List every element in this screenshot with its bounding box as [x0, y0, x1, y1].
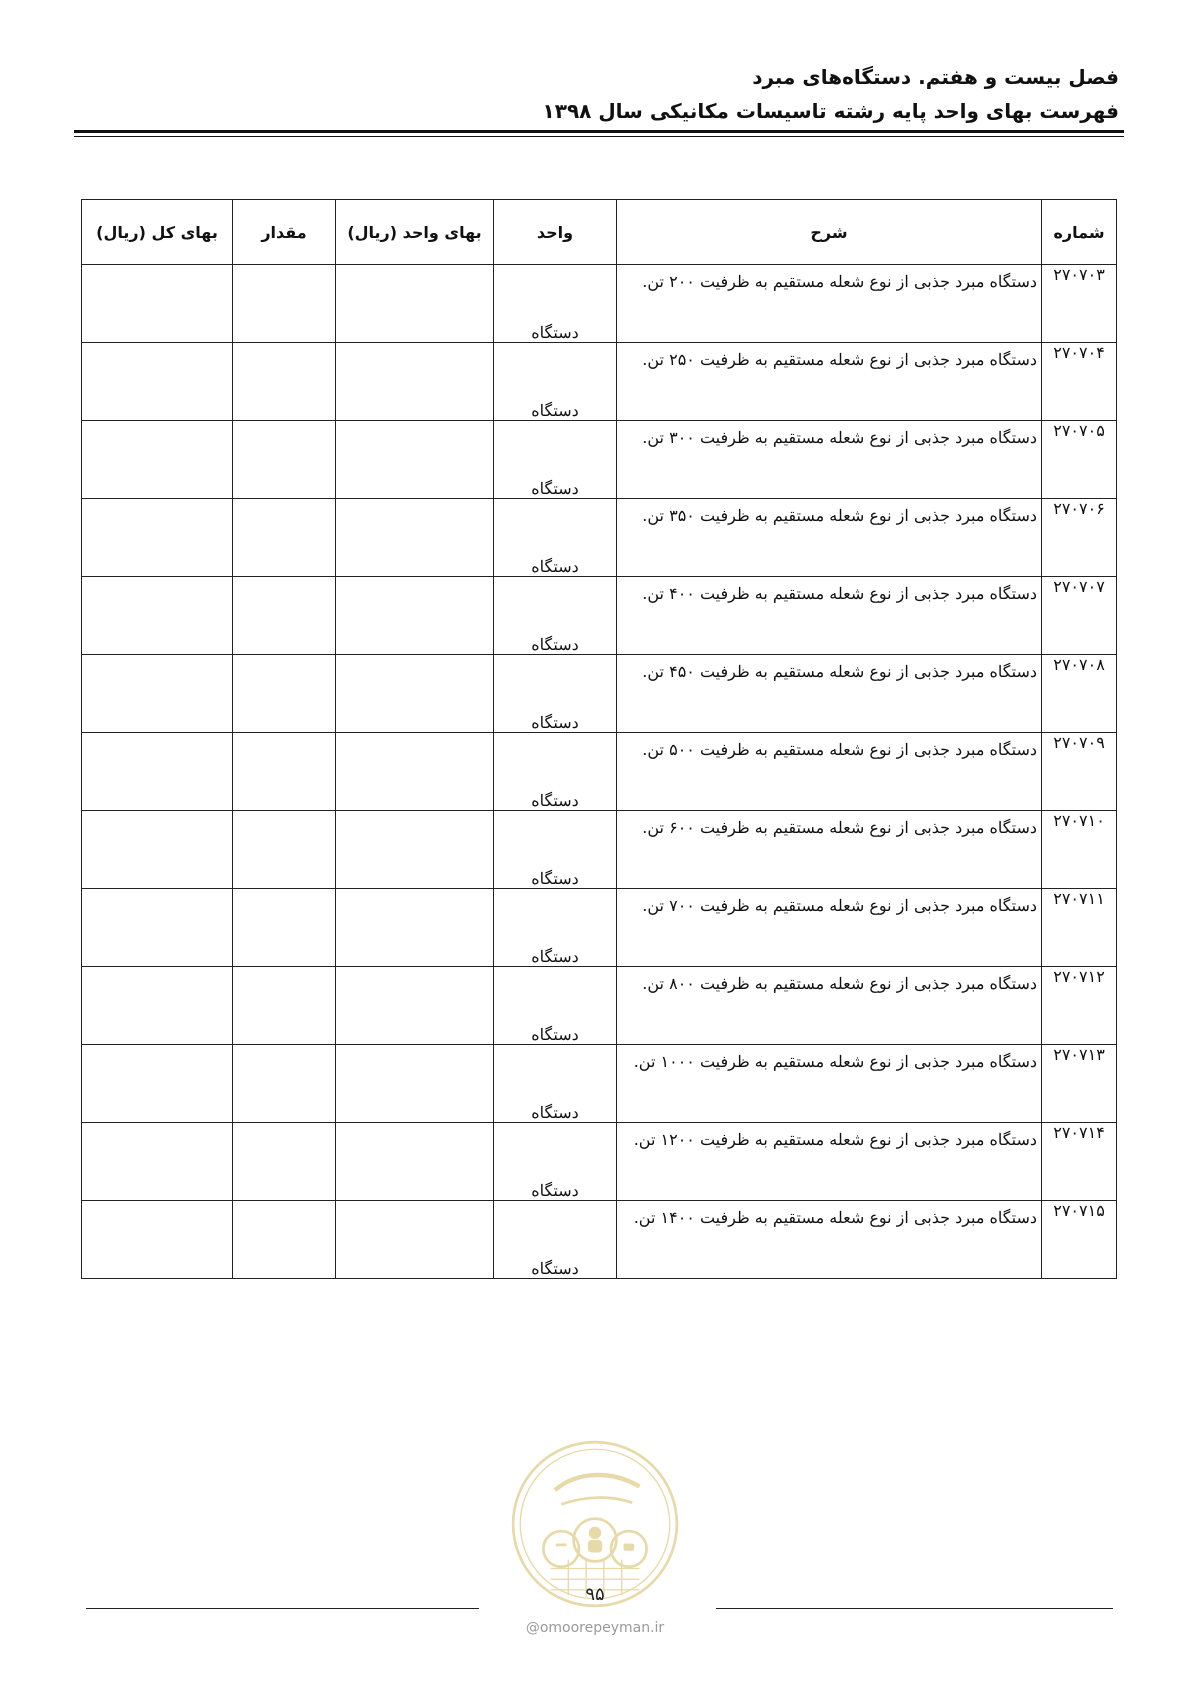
footer-rule-right [716, 1608, 1113, 1609]
cell-code: ۲۷۰۷۰۷ [1042, 577, 1117, 655]
cell-unit-price [336, 1123, 494, 1201]
cell-total-price [82, 967, 233, 1045]
table-row [82, 889, 1117, 967]
column-header-description: شرح [617, 200, 1042, 265]
footer-rule-left [86, 1608, 479, 1609]
cell-total-price [82, 265, 233, 343]
cell-code: ۲۷۰۷۰۳ [1042, 265, 1117, 343]
cell-unit: دستگاه [494, 265, 617, 343]
cell-quantity [233, 1045, 336, 1123]
cell-unit: دستگاه [494, 967, 617, 1045]
cell-quantity [233, 655, 336, 733]
cell-unit: دستگاه [494, 421, 617, 499]
cell-description: دستگاه مبرد جذبی از نوع شعله مستقیم به ظرفیت ۵۰۰ تن. [617, 733, 1042, 811]
cell-description: دستگاه مبرد جذبی از نوع شعله مستقیم به ظرفیت ۴۵۰ تن. [617, 655, 1042, 733]
cell-total-price [82, 1123, 233, 1201]
cell-total-price [82, 889, 233, 967]
cell-quantity [233, 733, 336, 811]
cell-unit-price [336, 733, 494, 811]
cell-unit-price [336, 499, 494, 577]
cell-quantity [233, 967, 336, 1045]
cell-unit-price [336, 421, 494, 499]
cell-code: ۲۷۰۷۰۵ [1042, 421, 1117, 499]
table-row [82, 265, 1117, 343]
site-credit: @omoorepeyman.ir [525, 1620, 665, 1636]
cell-description: دستگاه مبرد جذبی از نوع شعله مستقیم به ظرفیت ۳۰۰ تن. [617, 421, 1042, 499]
table-header-row [82, 200, 1117, 265]
table-row [82, 577, 1117, 655]
cell-quantity [233, 265, 336, 343]
cell-code: ۲۷۰۷۰۹ [1042, 733, 1117, 811]
column-header-unit: واحد [494, 200, 617, 265]
cell-unit-price [336, 967, 494, 1045]
cell-unit: دستگاه [494, 499, 617, 577]
cell-unit: دستگاه [494, 811, 617, 889]
table-body [82, 265, 1117, 1279]
cell-quantity [233, 577, 336, 655]
cell-quantity [233, 421, 336, 499]
chapter-title: فصل بیست و هفتم. دستگاه‌های مبرد [752, 65, 1119, 89]
table-row [82, 1045, 1117, 1123]
column-header-unit-price: بهای واحد (ریال) [336, 200, 494, 265]
cell-total-price [82, 1201, 233, 1279]
cell-total-price [82, 421, 233, 499]
table-row [82, 499, 1117, 577]
cell-unit-price [336, 655, 494, 733]
cell-description: دستگاه مبرد جذبی از نوع شعله مستقیم به ظرفیت ۲۰۰ تن. [617, 265, 1042, 343]
cell-total-price [82, 1045, 233, 1123]
cell-total-price [82, 733, 233, 811]
table-row [82, 1123, 1117, 1201]
header-rule-thin [74, 136, 1124, 137]
cell-unit: دستگاه [494, 1123, 617, 1201]
cell-quantity [233, 1201, 336, 1279]
cell-code: ۲۷۰۷۰۴ [1042, 343, 1117, 421]
cell-unit: دستگاه [494, 733, 617, 811]
cell-unit: دستگاه [494, 889, 617, 967]
document-subtitle: فهرست بهای واحد پایه رشته تاسیسات مکانیکی سال ۱۳۹۸ [542, 99, 1119, 123]
column-header-total-price: بهای کل (ریال) [82, 200, 233, 265]
cell-unit: دستگاه [494, 577, 617, 655]
cell-unit-price [336, 265, 494, 343]
cell-unit-price [336, 1045, 494, 1123]
page-number: ۹۵ [585, 1584, 605, 1605]
column-header-code: شماره [1042, 200, 1117, 265]
cell-total-price [82, 811, 233, 889]
cell-unit: دستگاه [494, 1045, 617, 1123]
cell-description: دستگاه مبرد جذبی از نوع شعله مستقیم به ظرفیت ۶۰۰ تن. [617, 811, 1042, 889]
cell-description: دستگاه مبرد جذبی از نوع شعله مستقیم به ظرفیت ۱۴۰۰ تن. [617, 1201, 1042, 1279]
cell-code: ۲۷۰۷۱۴ [1042, 1123, 1117, 1201]
cell-code: ۲۷۰۷۱۲ [1042, 967, 1117, 1045]
cell-description: دستگاه مبرد جذبی از نوع شعله مستقیم به ظرفیت ۱۰۰۰ تن. [617, 1045, 1042, 1123]
table-row [82, 967, 1117, 1045]
cell-description: دستگاه مبرد جذبی از نوع شعله مستقیم به ظرفیت ۷۰۰ تن. [617, 889, 1042, 967]
table-row [82, 421, 1117, 499]
cell-unit: دستگاه [494, 1201, 617, 1279]
cell-unit-price [336, 811, 494, 889]
cell-unit: دستگاه [494, 655, 617, 733]
cell-unit-price [336, 889, 494, 967]
header-rule-thick [74, 130, 1124, 133]
cell-code: ۲۷۰۷۱۳ [1042, 1045, 1117, 1123]
cell-total-price [82, 499, 233, 577]
cell-total-price [82, 343, 233, 421]
cell-total-price [82, 655, 233, 733]
cell-quantity [233, 343, 336, 421]
table-row [82, 733, 1117, 811]
cell-unit-price [336, 1201, 494, 1279]
table-row [82, 1201, 1117, 1279]
cell-quantity [233, 499, 336, 577]
cell-unit-price [336, 343, 494, 421]
cell-description: دستگاه مبرد جذبی از نوع شعله مستقیم به ظرفیت ۱۲۰۰ تن. [617, 1123, 1042, 1201]
table-row [82, 655, 1117, 733]
cell-code: ۲۷۰۷۰۶ [1042, 499, 1117, 577]
cell-code: ۲۷۰۷۱۰ [1042, 811, 1117, 889]
cell-unit: دستگاه [494, 343, 617, 421]
column-header-quantity: مقدار [233, 200, 336, 265]
cell-description: دستگاه مبرد جذبی از نوع شعله مستقیم به ظرفیت ۲۵۰ تن. [617, 343, 1042, 421]
cell-quantity [233, 1123, 336, 1201]
table-row [82, 343, 1117, 421]
cell-code: ۲۷۰۷۱۱ [1042, 889, 1117, 967]
cell-code: ۲۷۰۷۰۸ [1042, 655, 1117, 733]
price-list-table [81, 199, 1117, 1279]
cell-code: ۲۷۰۷۱۵ [1042, 1201, 1117, 1279]
cell-unit-price [336, 577, 494, 655]
cell-description: دستگاه مبرد جذبی از نوع شعله مستقیم به ظرفیت ۴۰۰ تن. [617, 577, 1042, 655]
cell-total-price [82, 577, 233, 655]
table-row [82, 811, 1117, 889]
cell-description: دستگاه مبرد جذبی از نوع شعله مستقیم به ظرفیت ۸۰۰ تن. [617, 967, 1042, 1045]
cell-description: دستگاه مبرد جذبی از نوع شعله مستقیم به ظرفیت ۳۵۰ تن. [617, 499, 1042, 577]
page-header [69, 60, 1119, 128]
cell-quantity [233, 889, 336, 967]
cell-quantity [233, 811, 336, 889]
